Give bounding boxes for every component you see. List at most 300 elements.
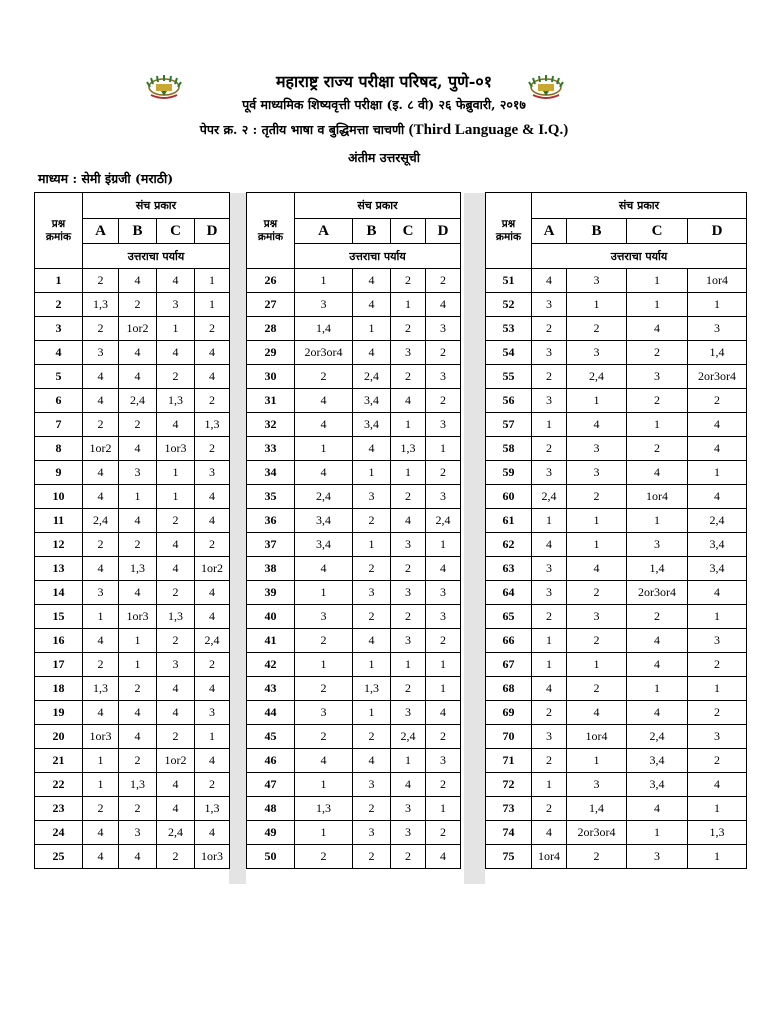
document-title: अंतीम उत्तरसूची [348,150,420,165]
answer-cell: 1 [627,269,688,293]
question-number: 54 [486,341,532,365]
answer-cell: 2 [627,437,688,461]
answer-cell: 4 [391,773,426,797]
question-header-line1: प्रश्न [501,217,516,230]
answer-cell: 2 [353,845,391,869]
answer-cell: 2 [119,533,157,557]
question-number: 48 [247,797,295,821]
answer-cell: 1or3 [83,725,119,749]
set-label: D [426,219,461,244]
answer-cell: 1 [119,485,157,509]
question-number: 15 [35,605,83,629]
table-row [486,725,747,749]
answer-cell: 2,4 [195,629,230,653]
answer-cell: 4 [353,293,391,317]
answer-cell: 3,4 [688,533,747,557]
answer-cell: 3 [532,725,567,749]
answer-cell: 1 [195,725,230,749]
answer-cell: 4 [83,845,119,869]
table-row [486,845,747,869]
table-row [35,317,230,341]
question-number: 22 [35,773,83,797]
answer-cell: 1 [688,605,747,629]
answer-cell: 2 [83,269,119,293]
answer-cell: 2 [688,701,747,725]
answer-cell: 3 [688,725,747,749]
answer-cell: 4 [295,461,353,485]
answer-cell: 3 [295,701,353,725]
answer-cell: 1 [567,389,627,413]
answer-cell: 4 [83,485,119,509]
answer-cell: 2 [532,605,567,629]
table-row [247,821,461,845]
table-row [35,533,230,557]
question-number: 6 [35,389,83,413]
answer-cell: 1 [426,677,461,701]
answer-cell: 2 [83,317,119,341]
table-row [35,845,230,869]
question-number: 50 [247,845,295,869]
table-row [486,437,747,461]
question-number: 38 [247,557,295,581]
answer-cell: 1,3 [157,605,195,629]
answer-cell: 4 [83,461,119,485]
answer-cell: 2 [353,509,391,533]
question-number: 47 [247,773,295,797]
question-number: 32 [247,413,295,437]
question-number: 45 [247,725,295,749]
emblem-left-icon [145,74,183,102]
answer-cell: 3 [353,485,391,509]
answer-cell: 4 [119,365,157,389]
table-row [486,629,747,653]
answer-cell: 4 [532,677,567,701]
answer-cell: 1 [567,749,627,773]
paper-title-marathi: पेपर क्र. २ : तृतीय भाषा व बुद्धिमत्ता चाचणी [199,122,405,137]
answer-cell: 2 [688,653,747,677]
table-row [247,461,461,485]
answer-cell: 2 [83,797,119,821]
answer-cell: 3 [426,749,461,773]
answer-cell: 1 [567,509,627,533]
answer-cell: 1 [567,293,627,317]
answer-cell: 2,4 [567,365,627,389]
answer-cell: 3 [627,365,688,389]
question-number-header [247,193,295,269]
answer-cell: 2 [688,389,747,413]
question-number-header [35,193,83,269]
answer-cell: 2 [426,269,461,293]
answer-cell: 4 [195,509,230,533]
answer-cell: 1,4 [688,341,747,365]
answer-cell: 2 [83,533,119,557]
question-number: 39 [247,581,295,605]
answer-cell: 3 [627,533,688,557]
answer-cell: 1 [391,413,426,437]
answer-cell: 2 [627,605,688,629]
answer-cell: 1or3 [119,605,157,629]
answer-cell: 4 [532,269,567,293]
answer-cell: 4 [567,557,627,581]
question-number: 61 [486,509,532,533]
answer-cell: 3 [688,317,747,341]
answer-cell: 2,4 [83,509,119,533]
answer-cell: 2 [195,533,230,557]
set-label: C [391,219,426,244]
table-row [35,437,230,461]
table-row [247,677,461,701]
table-row [486,821,747,845]
question-header-line2: क्रमांक [45,230,72,243]
answer-cell: 3 [567,341,627,365]
answer-cell: 3 [353,581,391,605]
answer-cell: 2 [532,797,567,821]
answer-cell: 2 [353,605,391,629]
table-row [486,269,747,293]
answer-options-header: उत्तराचा पर्याय [83,244,230,269]
answer-cell: 4 [83,389,119,413]
answer-cell: 2 [83,413,119,437]
answer-cell: 1 [353,461,391,485]
answer-cell: 1,3 [688,821,747,845]
question-number: 28 [247,317,295,341]
set-label: B [353,219,391,244]
set-type-header: संच प्रकार [295,193,461,219]
answer-cell: 2 [295,365,353,389]
answer-cell: 2,4 [157,821,195,845]
answer-cell: 3 [119,821,157,845]
answer-key-table-3 [485,192,747,869]
question-number: 37 [247,533,295,557]
answer-cell: 1,4 [567,797,627,821]
question-header-line2: क्रमांक [495,230,522,243]
answer-cell: 2 [627,389,688,413]
question-number: 62 [486,533,532,557]
table-row [35,509,230,533]
answer-cell: 2 [391,557,426,581]
answer-cell: 2 [119,413,157,437]
answer-cell: 1 [295,773,353,797]
question-number: 41 [247,629,295,653]
question-number: 35 [247,485,295,509]
column-separator [229,193,246,884]
answer-cell: 3,4 [295,509,353,533]
answer-cell: 2 [353,797,391,821]
answer-cell: 1 [353,533,391,557]
table-row [247,653,461,677]
set-label: B [567,219,627,244]
answer-cell: 2,4 [532,485,567,509]
table-row [35,557,230,581]
answer-cell: 1 [119,653,157,677]
answer-cell: 4 [195,581,230,605]
question-number: 68 [486,677,532,701]
answer-cell: 2 [195,437,230,461]
answer-cell: 4 [157,797,195,821]
table-row [35,629,230,653]
answer-cell: 1 [391,749,426,773]
answer-cell: 1 [295,821,353,845]
answer-cell: 3 [426,317,461,341]
answer-cell: 2 [532,701,567,725]
question-number: 4 [35,341,83,365]
answer-cell: 4 [426,701,461,725]
answer-cell: 1 [353,653,391,677]
answer-cell: 1 [532,773,567,797]
answer-cell: 4 [627,317,688,341]
answer-cell: 1or4 [627,485,688,509]
answer-cell: 2,4 [295,485,353,509]
answer-cell: 2 [391,677,426,701]
answer-cell: 2or3or4 [688,365,747,389]
table-row [35,821,230,845]
answer-cell: 2 [627,341,688,365]
answer-cell: 4 [688,773,747,797]
table-row [247,437,461,461]
answer-cell: 1 [83,605,119,629]
answer-cell: 4 [157,701,195,725]
question-number: 73 [486,797,532,821]
answer-cell: 1 [195,269,230,293]
answer-cell: 2 [391,269,426,293]
table-row [35,581,230,605]
answer-cell: 2 [688,749,747,773]
answer-cell: 3 [567,461,627,485]
answer-cell: 1 [83,773,119,797]
answer-cell: 1 [83,749,119,773]
answer-cell: 2 [119,797,157,821]
table-row [247,341,461,365]
answer-cell: 4 [195,341,230,365]
answer-cell: 1 [426,797,461,821]
answer-key-table-1 [34,192,230,869]
answer-cell: 1,4 [627,557,688,581]
table-row [486,413,747,437]
answer-cell: 4 [426,557,461,581]
answer-cell: 3 [195,701,230,725]
answer-cell: 2or3or4 [295,341,353,365]
table-row [35,797,230,821]
table-row [486,605,747,629]
table-row [247,413,461,437]
answer-options-header: उत्तराचा पर्याय [532,244,747,269]
set-label: A [83,219,119,244]
answer-cell: 2 [426,821,461,845]
answer-cell: 3 [353,773,391,797]
question-number: 70 [486,725,532,749]
answer-cell: 4 [83,629,119,653]
answer-cell: 4 [353,437,391,461]
set-label: A [532,219,567,244]
answer-cell: 4 [627,653,688,677]
table-row [35,653,230,677]
answer-cell: 4 [688,581,747,605]
set-label: D [195,219,230,244]
question-number: 7 [35,413,83,437]
answer-cell: 4 [195,605,230,629]
answer-cell: 2 [567,677,627,701]
question-number: 55 [486,365,532,389]
answer-cell: 2 [157,845,195,869]
table-row [486,749,747,773]
answer-cell: 2 [567,845,627,869]
table-row [35,341,230,365]
answer-cell: 3 [567,269,627,293]
answer-cell: 4 [295,413,353,437]
answer-cell: 2or3or4 [627,581,688,605]
answer-cell: 1 [426,437,461,461]
answer-cell: 3 [567,773,627,797]
answer-cell: 2 [157,629,195,653]
answer-cell: 3 [195,461,230,485]
answer-cell: 3 [157,653,195,677]
question-number: 25 [35,845,83,869]
question-number: 26 [247,269,295,293]
answer-cell: 1or2 [157,749,195,773]
answer-cell: 2,4 [688,509,747,533]
answer-cell: 1,3 [353,677,391,701]
answer-cell: 2 [391,365,426,389]
answer-cell: 4 [426,845,461,869]
answer-cell: 2 [83,653,119,677]
answer-key-body [486,193,747,869]
question-number: 16 [35,629,83,653]
medium-label: माध्यम : सेमी इंग्रजी (मराठी) [38,171,174,186]
answer-cell: 3 [532,341,567,365]
answer-cell: 1or4 [532,845,567,869]
table-row [35,749,230,773]
answer-cell: 1 [157,461,195,485]
answer-cell: 2 [195,653,230,677]
question-number: 59 [486,461,532,485]
answer-cell: 1 [627,509,688,533]
answer-cell: 1 [567,653,627,677]
question-header-line1: प्रश्न [51,217,66,230]
answer-cell: 1 [295,581,353,605]
answer-cell: 3 [532,461,567,485]
question-number: 17 [35,653,83,677]
answer-cell: 1 [567,533,627,557]
answer-cell: 3 [83,581,119,605]
answer-cell: 1 [532,653,567,677]
question-number: 72 [486,773,532,797]
answer-cell: 3 [426,581,461,605]
question-number: 13 [35,557,83,581]
answer-cell: 1 [688,677,747,701]
table-row [486,533,747,557]
answer-cell: 2 [426,461,461,485]
table-row [486,341,747,365]
answer-cell: 2,4 [627,725,688,749]
table-row [247,509,461,533]
table-row [486,509,747,533]
question-number: 64 [486,581,532,605]
answer-cell: 4 [119,269,157,293]
answer-cell: 1 [688,845,747,869]
answer-cell: 1or3 [195,845,230,869]
answer-cell: 2 [295,725,353,749]
question-number: 57 [486,413,532,437]
answer-cell: 2 [426,341,461,365]
answer-cell: 4 [83,365,119,389]
answer-cell: 4 [688,437,747,461]
table-row [486,653,747,677]
answer-cell: 1 [688,293,747,317]
answer-cell: 2 [295,677,353,701]
table-row [35,725,230,749]
answer-cell: 2 [426,725,461,749]
answer-cell: 4 [157,341,195,365]
answer-cell: 4 [157,677,195,701]
answer-cell: 1 [627,821,688,845]
answer-cell: 3 [426,485,461,509]
answer-cell: 3 [391,821,426,845]
answer-cell: 2,4 [426,509,461,533]
answer-cell: 2 [391,605,426,629]
answer-cell: 4 [119,341,157,365]
set-label: C [627,219,688,244]
table-row [247,797,461,821]
answer-cell: 4 [688,485,747,509]
table-row [247,485,461,509]
question-number: 23 [35,797,83,821]
answer-cell: 3 [157,293,195,317]
table-row [486,581,747,605]
table-row [247,269,461,293]
answer-cell: 4 [157,533,195,557]
answer-cell: 1 [119,629,157,653]
answer-cell: 4 [119,701,157,725]
question-number: 36 [247,509,295,533]
answer-cell: 3 [567,437,627,461]
answer-cell: 4 [627,797,688,821]
answer-cell: 3 [391,629,426,653]
answer-cell: 2 [567,485,627,509]
answer-cell: 3 [688,629,747,653]
question-number: 74 [486,821,532,845]
question-number-header [486,193,532,269]
table-row [486,677,747,701]
answer-cell: 2 [119,677,157,701]
answer-cell: 2 [532,749,567,773]
answer-cell: 1 [195,293,230,317]
answer-cell: 2 [157,725,195,749]
table-row [247,629,461,653]
answer-cell: 2 [157,581,195,605]
question-number: 46 [247,749,295,773]
table-row [35,677,230,701]
answer-cell: 2 [295,845,353,869]
answer-cell: 1 [391,293,426,317]
question-number: 56 [486,389,532,413]
table-row [247,389,461,413]
answer-cell: 1 [627,677,688,701]
set-type-header: संच प्रकार [532,193,747,219]
table-row [35,269,230,293]
question-number: 5 [35,365,83,389]
question-number: 67 [486,653,532,677]
question-number: 58 [486,437,532,461]
answer-cell: 1or4 [688,269,747,293]
answer-cell: 4 [195,821,230,845]
question-number: 24 [35,821,83,845]
table-row [247,725,461,749]
answer-cell: 1 [532,629,567,653]
answer-cell: 3 [426,605,461,629]
answer-cell: 2 [391,317,426,341]
answer-cell: 1 [426,653,461,677]
answer-cell: 1,3 [119,557,157,581]
